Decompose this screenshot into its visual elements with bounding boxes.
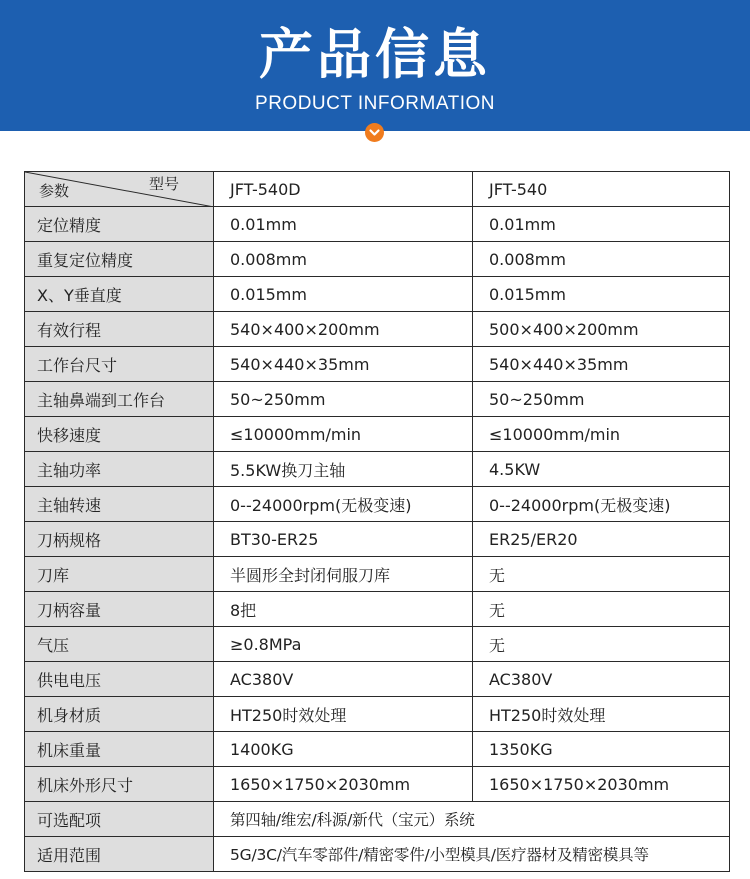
table-row-merged	[25, 837, 730, 872]
table-row	[25, 767, 730, 802]
model-2-value-cell: AC380V	[473, 662, 730, 697]
param-name-cell: 刀柄容量	[25, 592, 214, 627]
param-name-cell: 有效行程	[25, 312, 214, 347]
model-2-value-cell: 4.5KW	[473, 452, 730, 487]
spec-table	[24, 171, 730, 872]
model-2-value-cell: 0.008mm	[473, 242, 730, 277]
model-header-label: 型号	[149, 175, 180, 193]
page-title: 产品信息	[259, 23, 491, 86]
model-2-value-cell: 无	[473, 557, 730, 592]
model-1-value-cell: ≥0.8MPa	[214, 627, 473, 662]
model-2-value-cell: 1650×1750×2030mm	[473, 767, 730, 802]
model-1-value-cell: 5.5KW换刀主轴	[214, 452, 473, 487]
param-header-label: 参数	[39, 182, 70, 200]
model-2-value-cell: ≤10000mm/min	[473, 417, 730, 452]
model-name-2: JFT-540	[473, 172, 730, 207]
model-1-value-cell: AC380V	[214, 662, 473, 697]
model-1-value-cell: 540×400×200mm	[214, 312, 473, 347]
merged-value-cell: 第四轴/维宏/科源/新代（宝元）系统	[214, 802, 730, 837]
model-1-value-cell: 50~250mm	[214, 382, 473, 417]
table-row-merged	[25, 802, 730, 837]
model-1-value-cell: HT250时效处理	[214, 697, 473, 732]
param-name-cell: 气压	[25, 627, 214, 662]
param-name-cell: 主轴转速	[25, 487, 214, 522]
model-1-value-cell: 0.015mm	[214, 277, 473, 312]
param-name-cell: 适用范围	[25, 837, 214, 872]
table-row	[25, 697, 730, 732]
table-row	[25, 417, 730, 452]
table-header-row	[25, 172, 730, 207]
model-2-value-cell: 0--24000rpm(无极变速)	[473, 487, 730, 522]
model-2-value-cell: 无	[473, 627, 730, 662]
model-1-value-cell: 半圆形全封闭伺服刀库	[214, 557, 473, 592]
table-row	[25, 207, 730, 242]
model-1-value-cell: 0--24000rpm(无极变速)	[214, 487, 473, 522]
model-1-value-cell: 1650×1750×2030mm	[214, 767, 473, 802]
param-name-cell: 快移速度	[25, 417, 214, 452]
model-1-value-cell: BT30-ER25	[214, 522, 473, 557]
param-name-cell: 机身材质	[25, 697, 214, 732]
param-name-cell: 机床外形尺寸	[25, 767, 214, 802]
model-2-value-cell: HT250时效处理	[473, 697, 730, 732]
table-row	[25, 277, 730, 312]
param-name-cell: 刀库	[25, 557, 214, 592]
model-1-value-cell: 540×440×35mm	[214, 347, 473, 382]
model-2-value-cell: 540×440×35mm	[473, 347, 730, 382]
header-corner-cell	[25, 172, 214, 207]
table-row	[25, 487, 730, 522]
param-name-cell: X、Y垂直度	[25, 277, 214, 312]
table-row	[25, 662, 730, 697]
merged-value-cell: 5G/3C/汽车零部件/精密零件/小型模具/医疗器材及精密模具等	[214, 837, 730, 872]
param-name-cell: 工作台尺寸	[25, 347, 214, 382]
model-2-value-cell: 0.015mm	[473, 277, 730, 312]
header-banner	[0, 0, 750, 131]
model-2-value-cell: 500×400×200mm	[473, 312, 730, 347]
model-2-value-cell: 0.01mm	[473, 207, 730, 242]
table-row	[25, 592, 730, 627]
table-row	[25, 347, 730, 382]
model-1-value-cell: 0.008mm	[214, 242, 473, 277]
param-name-cell: 主轴鼻端到工作台	[25, 382, 214, 417]
param-name-cell: 可选配项	[25, 802, 214, 837]
model-2-value-cell: 无	[473, 592, 730, 627]
table-row	[25, 732, 730, 767]
param-name-cell: 定位精度	[25, 207, 214, 242]
param-name-cell: 重复定位精度	[25, 242, 214, 277]
model-name-1: JFT-540D	[214, 172, 473, 207]
chevron-down-icon	[365, 123, 384, 142]
table-row	[25, 382, 730, 417]
model-1-value-cell: 1400KG	[214, 732, 473, 767]
model-2-value-cell: 50~250mm	[473, 382, 730, 417]
table-row	[25, 522, 730, 557]
param-name-cell: 刀柄规格	[25, 522, 214, 557]
model-2-value-cell: ER25/ER20	[473, 522, 730, 557]
model-1-value-cell: 8把	[214, 592, 473, 627]
table-row	[25, 312, 730, 347]
param-name-cell: 主轴功率	[25, 452, 214, 487]
param-name-cell: 供电电压	[25, 662, 214, 697]
page-subtitle: PRODUCT INFORMATION	[255, 93, 495, 114]
param-name-cell: 机床重量	[25, 732, 214, 767]
model-2-value-cell: 1350KG	[473, 732, 730, 767]
table-row	[25, 557, 730, 592]
model-1-value-cell: 0.01mm	[214, 207, 473, 242]
model-1-value-cell: ≤10000mm/min	[214, 417, 473, 452]
table-row	[25, 242, 730, 277]
table-row	[25, 452, 730, 487]
table-row	[25, 627, 730, 662]
